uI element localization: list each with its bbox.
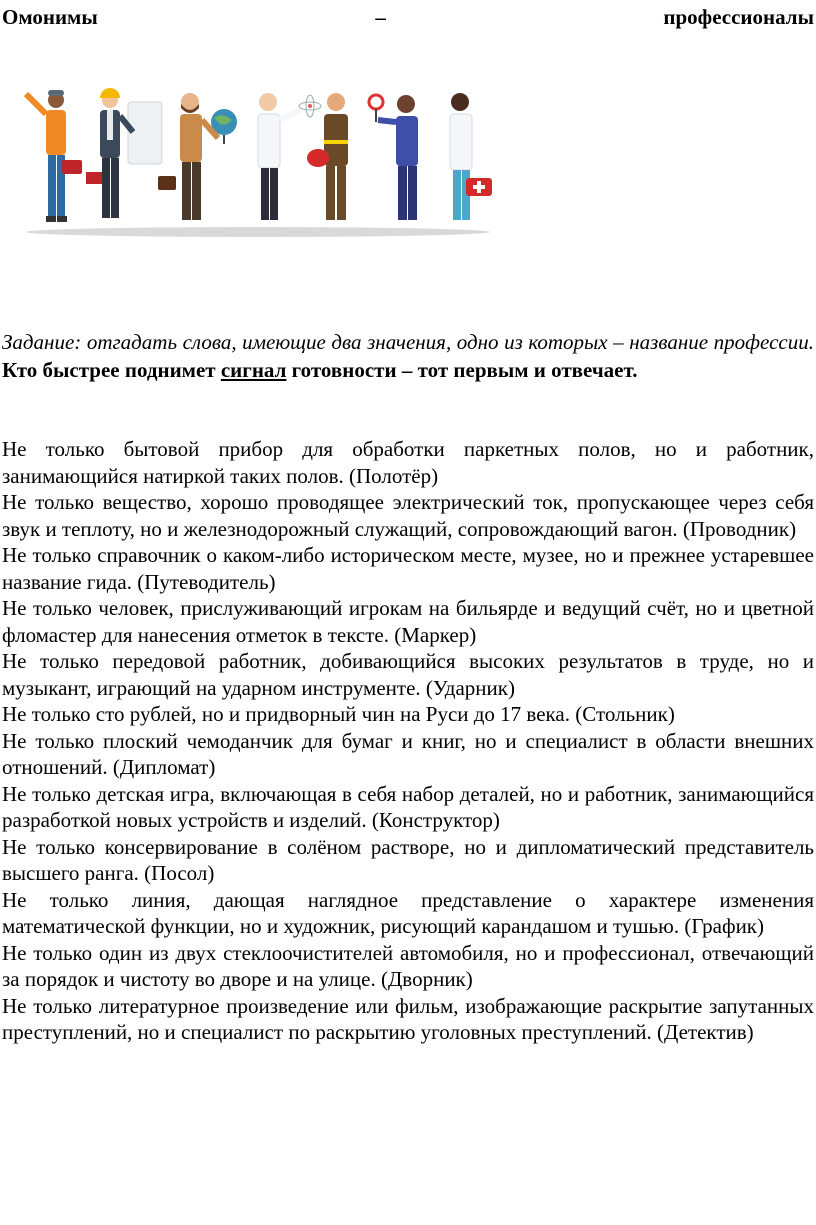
title-right: профессионалы bbox=[663, 5, 814, 29]
riddles-list bbox=[2, 436, 814, 1046]
professions-group-icon bbox=[18, 80, 498, 245]
riddle-item: Не только сто рублей, но и придворный чин на Руси до 17 века. (Стольник) bbox=[2, 702, 675, 726]
riddle-item: Не только справочник о каком-либо историческом месте, музее, но и прежнее устаревшее название гида. (Путеводитель) bbox=[2, 543, 814, 594]
task-bold-before: Кто быстрее поднимет bbox=[2, 358, 216, 382]
task-bold-underlined: сигнал bbox=[220, 358, 287, 382]
riddle-item: Не только вещество, хорошо проводящее электрический ток, пропускающее через себя звук и теплоту, но и железнодорожный служащий, сопровождающий вагон. (Проводник) bbox=[2, 490, 814, 541]
riddle-item: Не только плоский чемоданчик для бумаг и книг, но и специалист в области внешних отношений. (Дипломат) bbox=[2, 728, 814, 779]
document-title bbox=[2, 4, 814, 30]
riddle-item: Не только детская игра, включающая в себя набор деталей, но и работник, занимающийся разработкой новых устройств и изделий. (Конструктор) bbox=[2, 781, 814, 832]
task-paragraph bbox=[2, 328, 814, 384]
task-bold-after: готовности – тот первым и отвечает. bbox=[291, 358, 638, 382]
riddle-item: Не только передовой работник, добивающийся высоких результатов в труде, но и музыкант, играющий на ударном инструменте. (Ударник) bbox=[2, 649, 814, 700]
riddle-item: Не только бытовой прибор для обработки паркетных полов, но и работник, занимающийся натиркой таких полов. (Полотёр) bbox=[2, 437, 814, 488]
riddle-item: Не только консервирование в солёном растворе, но и дипломатический представитель высшего ранга. (Посол) bbox=[2, 834, 814, 885]
title-left: Омонимы bbox=[2, 5, 98, 29]
riddle-item: Не только линия, дающая наглядное представление о характере изменения математической функции, но и художник, рисующий карандашом и тушью. (График) bbox=[2, 887, 814, 938]
riddle-item: Не только человек, прислуживающий игрокам на бильярде и ведущий счёт, но и цветной фломастер для нанесения отметок в тексте. (Маркер) bbox=[2, 596, 814, 647]
riddle-item: Не только один из двух стеклоочистителей автомобиля, но и профессионал, отвечающий за порядок и чистоту во дворе и на улице. (Дворник) bbox=[2, 940, 814, 991]
title-dash: – bbox=[375, 5, 386, 29]
riddle-item: Не только литературное произведение или фильм, изображающие раскрытие запутанных преступлений, но и специалист по раскрытию уголовных преступлений. (Детектив) bbox=[2, 993, 814, 1044]
professions-illustration bbox=[18, 80, 498, 245]
task-italic-text: Задание: отгадать слова, имеющие два значения, одно из которых – название профессии. bbox=[2, 330, 814, 354]
